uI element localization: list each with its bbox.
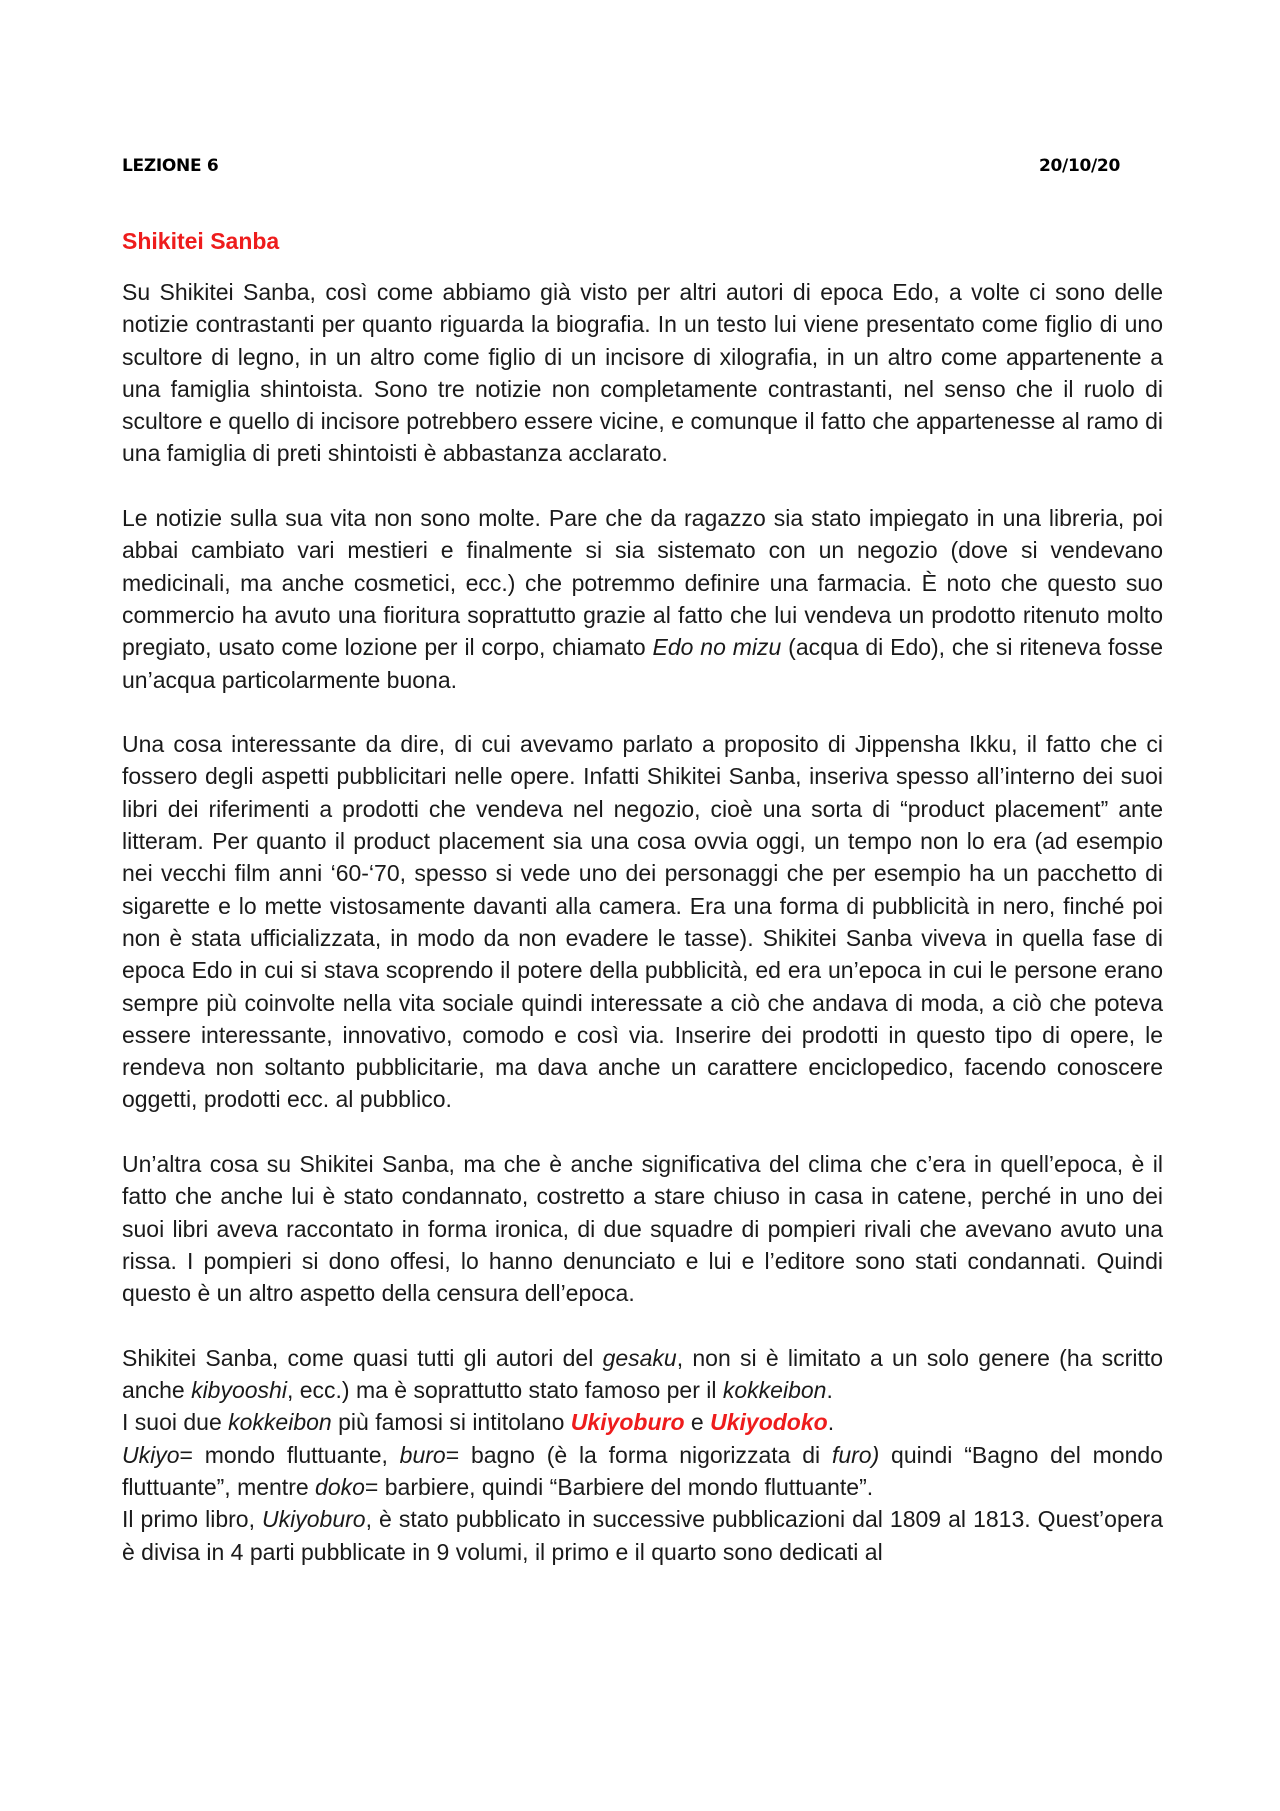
italic-term: buro [399,1441,446,1468]
text-run: più famosi si intitolano [331,1409,571,1436]
text-run: quindi “Bagno del mondo fluttuante”, mentre [122,1441,1163,1500]
section-title: Shikitei Sanba [122,228,280,254]
text-run: = barbiere, quindi “Barbiere del mondo fluttuante”. [364,1473,874,1500]
text-run: , è stato pubblicato in successive pubblicazioni dal 1809 al 1813. Quest’opera è divisa in 4 parti pubblicate in 9 volumi, il primo e il quarto sono dedicati al [122,1506,1163,1565]
paragraph-definitions [122,1439,1163,1504]
page-header [122,156,1120,176]
paragraph-biography: Su Shikitei Sanba, così come abbiamo già visto per altri autori di epoca Edo, a volte ci sono delle notizie contrastanti per quanto riguarda la biografia. In un testo lui viene presentato come figlio di uno scultore di legno, in un altro come figlio di un incisore di xilografia, in un altro come appartenente a una famiglia shintoista. Sono tre notizie non completamente contrastanti, nel senso che il ruolo di scultore e quello di incisore potrebbero essere vicine, e comunque il fatto che appartenesse al ramo di una famiglia di preti shintoisti è abbastanza acclarato. [122,279,1163,467]
lesson-date: 20/10/20 [1039,156,1120,176]
italic-term: kokkeibon [722,1377,827,1404]
paragraph-life [122,502,1163,696]
document-body [122,276,1163,1568]
work-title-ukiyoburo: Ukiyoburo [570,1409,685,1436]
text-run: , non si è limitato a un solo genere (ha scritto anche [122,1344,1163,1404]
text-run: I suoi due [122,1409,229,1436]
italic-term: kokkeibon [228,1409,332,1436]
text-run: , ecc.) ma è soprattutto stato famoso per il [286,1377,723,1404]
paragraph-advertising: Una cosa interessante da dire, di cui avevamo parlato a proposito di Jippensha Ikku, il fatto che ci fossero degli aspetti pubblicitari nelle opere. Infatti Shikitei Sanba, inseriva spesso all’interno dei suoi libri dei riferimenti a prodotti che vendeva nel negozio, cioè una sorta di “product placement” ante litteram. Per quanto il product placement sia una cosa ovvia oggi, un tempo non lo era (ad esempio nei vecchi film anni ‘60-‘70, spesso si vede uno dei personaggi che per esempio ha un pacchetto di sigarette e lo mette vistosamente davanti alla camera. Era una forma di pubblicità in nero, finché poi non è stata ufficializzata, in modo da non evadere le tasse). Shikitei Sanba viveva in quella fase di epoca Edo in cui si stava scoprendo il potere della pubblicità, ed era un’epoca in cui le persone erano sempre più coinvolte nella vita sociale quindi interessate a ciò che andava di moda, a ciò che poteva essere interessante, innovativo, comodo e così via. Inserire dei prodotti in questo tipo di opere, le rendeva non soltanto pubblicitarie, ma dava anche un carattere enciclopedico, facendo conoscere oggetti, prodotti ecc. al pubblico. [122,731,1163,1113]
italic-term: gesaku [602,1344,677,1371]
text-run: Shikitei Sanba, come quasi tutti gli autori del [122,1344,603,1371]
paragraph-life-text-b: (acqua di Edo), che si riteneva fosse un’acqua particolarmente buona. [122,634,1164,693]
work-title-ukiyodoko: Ukiyodoko [710,1409,828,1436]
italic-term: doko [315,1473,365,1500]
paragraph-publication [122,1503,1163,1568]
text-run: . [826,1377,833,1404]
paragraph-genres [122,1342,1163,1407]
italic-term: kibyooshi [191,1377,287,1404]
italic-term: Ukiyoburo [262,1506,366,1533]
text-run: . [827,1409,835,1436]
italic-term: furo) [831,1441,880,1468]
paragraph-life-text-a: Le notizie sulla sua vita non sono molte. Pare che da ragazzo sia stato impiegato in una libreria, poi abbai cambiato vari mestieri e finalmente si sia sistemato con un negozio (dove si vendevano medicinali, ma anche cosmetici, ecc.) che potremmo definire una farmacia. È noto che questo suo commercio ha avuto una fioritura soprattutto grazie al fatto che lui vendeva un prodotto ritenuto molto pregiato, usato come lozione per il corpo, chiamato [122,505,1163,661]
paragraph-censorship: Un’altra cosa su Shikitei Sanba, ma che è anche significativa del clima che c’era in quell’epoca, è il fatto che anche lui è stato condannato, costretto a stare chiuso in casa in catene, perché in uno dei suoi libri aveva raccontato in forma ironica, di due squadre di pompieri rivali che avevano avuto una rissa. I pompieri si dono offesi, lo hanno denunciato e lui e l’editore sono stati condannati. Quindi questo è un altro aspetto della censura dell’epoca. [122,1151,1163,1307]
paragraph-famous-works [122,1406,1163,1438]
italic-term: Ukiyo [122,1441,180,1468]
paragraph-life-italic: Edo no mizu [652,634,782,661]
text-run: Il primo libro, [122,1506,263,1533]
text-run: = bagno (è la forma nigorizzata di [445,1441,832,1468]
lesson-label: LEZIONE 6 [122,156,219,176]
text-run: = mondo fluttuante, [179,1441,400,1468]
text-run: e [684,1409,711,1436]
